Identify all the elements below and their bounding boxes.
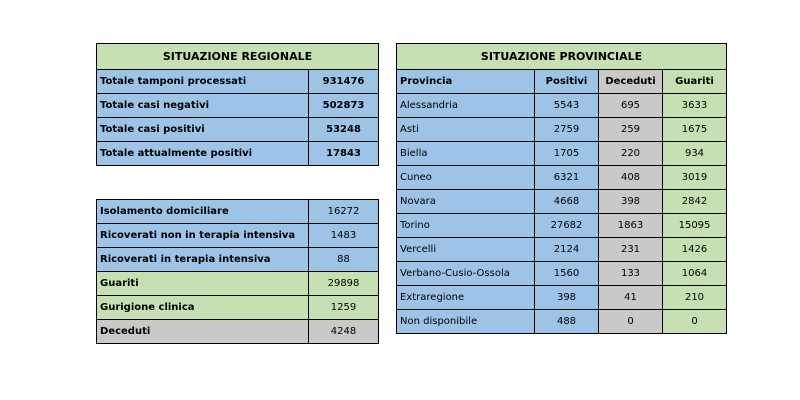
row-label: Totale tamponi processati bbox=[97, 70, 309, 94]
deceduti-value: 41 bbox=[599, 286, 663, 310]
column-header-positivi: Positivi bbox=[535, 70, 599, 94]
guariti-value: 2842 bbox=[663, 190, 727, 214]
guariti-value: 210 bbox=[663, 286, 727, 310]
province-name: Novara bbox=[397, 190, 535, 214]
row-label: Deceduti bbox=[97, 320, 309, 344]
table-row bbox=[397, 286, 727, 310]
row-label: Totale casi positivi bbox=[97, 118, 309, 142]
table-row bbox=[397, 190, 727, 214]
table-row bbox=[97, 296, 379, 320]
row-label: Guariti bbox=[97, 272, 309, 296]
province-name: Vercelli bbox=[397, 238, 535, 262]
province-name: Extraregione bbox=[397, 286, 535, 310]
table-row bbox=[97, 94, 379, 118]
row-value: 502873 bbox=[309, 94, 379, 118]
guariti-value: 1675 bbox=[663, 118, 727, 142]
column-header-provincia: Provincia bbox=[397, 70, 535, 94]
row-value: 88 bbox=[309, 248, 379, 272]
positivi-value: 1560 bbox=[535, 262, 599, 286]
province-name: Verbano-Cusio-Ossola bbox=[397, 262, 535, 286]
row-label: Totale attualmente positivi bbox=[97, 142, 309, 166]
row-value: 1483 bbox=[309, 224, 379, 248]
row-value: 29898 bbox=[309, 272, 379, 296]
row-value: 17843 bbox=[309, 142, 379, 166]
guariti-value: 1426 bbox=[663, 238, 727, 262]
table-row bbox=[97, 248, 379, 272]
province-name: Biella bbox=[397, 142, 535, 166]
deceduti-value: 231 bbox=[599, 238, 663, 262]
positivi-value: 1705 bbox=[535, 142, 599, 166]
table-row bbox=[397, 214, 727, 238]
guariti-value: 3633 bbox=[663, 94, 727, 118]
row-label: Totale casi negativi bbox=[97, 94, 309, 118]
province-name: Non disponibile bbox=[397, 310, 535, 334]
table-row bbox=[397, 310, 727, 334]
table-row bbox=[97, 118, 379, 142]
row-label: Gurigione clinica bbox=[97, 296, 309, 320]
table-row bbox=[397, 94, 727, 118]
table-row bbox=[397, 142, 727, 166]
deceduti-value: 398 bbox=[599, 190, 663, 214]
province-name: Alessandria bbox=[397, 94, 535, 118]
table-row bbox=[397, 118, 727, 142]
guariti-value: 934 bbox=[663, 142, 727, 166]
column-header-guariti: Guariti bbox=[663, 70, 727, 94]
regional-title: SITUAZIONE REGIONALE bbox=[97, 44, 379, 70]
provincial-header-row bbox=[397, 44, 727, 70]
positivi-value: 6321 bbox=[535, 166, 599, 190]
table-row bbox=[397, 166, 727, 190]
column-header-row bbox=[397, 70, 727, 94]
regional-header-row bbox=[97, 44, 379, 70]
table-row bbox=[97, 142, 379, 166]
table-row bbox=[397, 238, 727, 262]
positivi-value: 2759 bbox=[535, 118, 599, 142]
deceduti-value: 133 bbox=[599, 262, 663, 286]
provincial-body bbox=[397, 94, 727, 334]
provincial-table bbox=[396, 43, 727, 334]
province-name: Torino bbox=[397, 214, 535, 238]
regional-summary-table bbox=[96, 43, 379, 166]
positivi-value: 398 bbox=[535, 286, 599, 310]
deceduti-value: 220 bbox=[599, 142, 663, 166]
provincial-title: SITUAZIONE PROVINCIALE bbox=[397, 44, 727, 70]
row-value: 53248 bbox=[309, 118, 379, 142]
positivi-value: 488 bbox=[535, 310, 599, 334]
guariti-value: 0 bbox=[663, 310, 727, 334]
row-label: Isolamento domiciliare bbox=[97, 200, 309, 224]
positivi-value: 2124 bbox=[535, 238, 599, 262]
deceduti-value: 1863 bbox=[599, 214, 663, 238]
deceduti-value: 0 bbox=[599, 310, 663, 334]
table-row bbox=[97, 200, 379, 224]
table-row bbox=[97, 272, 379, 296]
row-value: 4248 bbox=[309, 320, 379, 344]
column-header-deceduti: Deceduti bbox=[599, 70, 663, 94]
table-row bbox=[97, 320, 379, 344]
deceduti-value: 259 bbox=[599, 118, 663, 142]
guariti-value: 15095 bbox=[663, 214, 727, 238]
table-row bbox=[397, 262, 727, 286]
table-row bbox=[97, 70, 379, 94]
row-value: 931476 bbox=[309, 70, 379, 94]
positivi-value: 5543 bbox=[535, 94, 599, 118]
positivi-value: 27682 bbox=[535, 214, 599, 238]
guariti-value: 1064 bbox=[663, 262, 727, 286]
positivi-value: 4668 bbox=[535, 190, 599, 214]
province-name: Asti bbox=[397, 118, 535, 142]
row-value: 16272 bbox=[309, 200, 379, 224]
regional-detail-table bbox=[96, 199, 379, 344]
province-name: Cuneo bbox=[397, 166, 535, 190]
row-label: Ricoverati in terapia intensiva bbox=[97, 248, 309, 272]
table-row bbox=[97, 224, 379, 248]
guariti-value: 3019 bbox=[663, 166, 727, 190]
row-value: 1259 bbox=[309, 296, 379, 320]
row-label: Ricoverati non in terapia intensiva bbox=[97, 224, 309, 248]
deceduti-value: 695 bbox=[599, 94, 663, 118]
deceduti-value: 408 bbox=[599, 166, 663, 190]
